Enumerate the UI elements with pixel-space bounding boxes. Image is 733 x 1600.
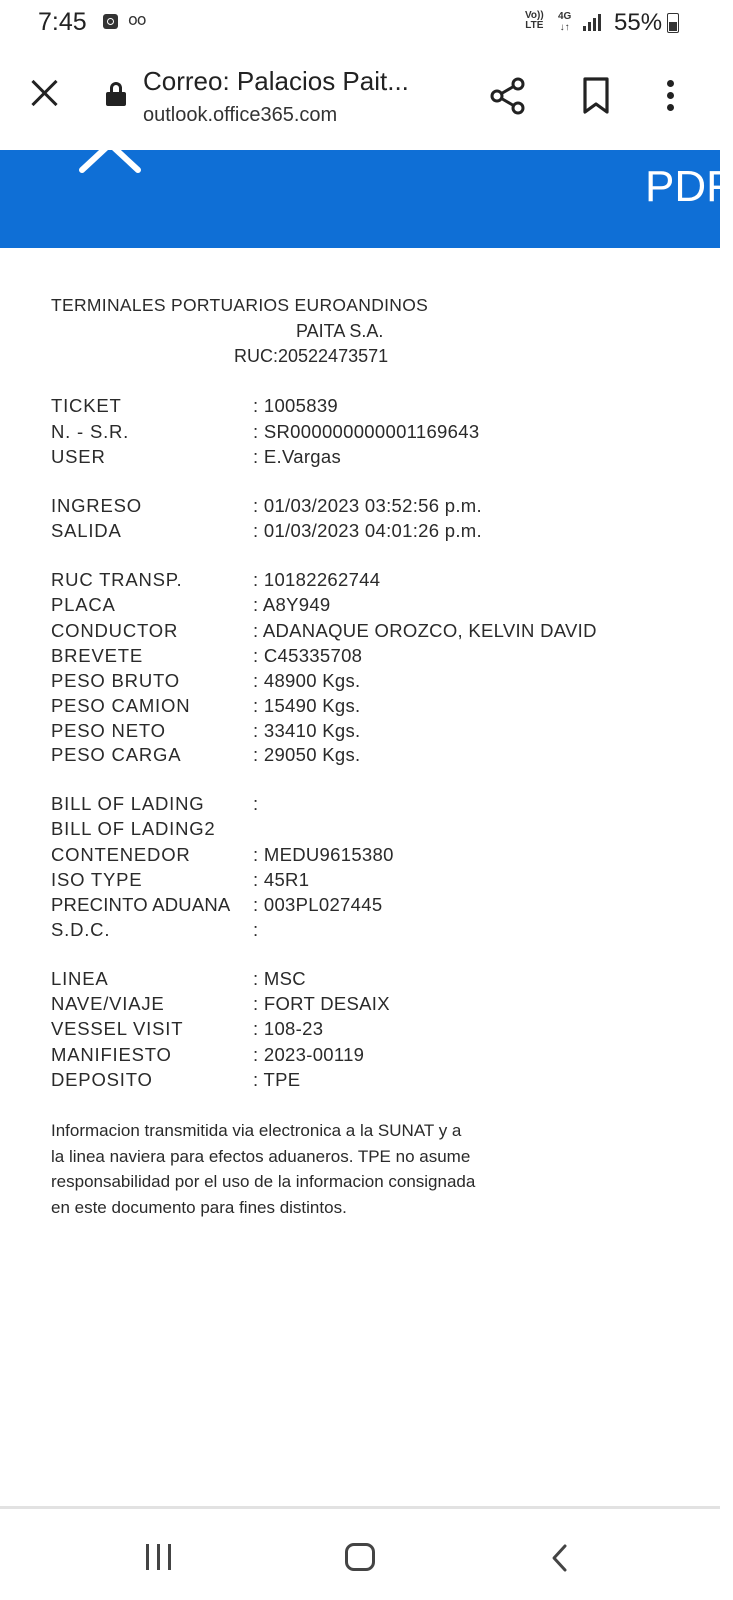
field-label: N. - S.R. [51, 421, 130, 442]
field-label: BREVETE [51, 645, 143, 666]
field-value: : 01/03/2023 03:52:56 p.m. [253, 495, 482, 516]
more-vert-icon[interactable] [662, 76, 678, 116]
disclaimer-line: la linea naviera para efectos aduaneros. TPE no asume [51, 1146, 471, 1166]
field-value: : 01/03/2023 04:01:26 p.m. [253, 520, 482, 541]
field-label: BILL OF LADING2 [51, 818, 216, 839]
close-icon[interactable] [24, 72, 64, 112]
field-value: : 29050 Kgs. [253, 744, 361, 765]
field-label: INGRESO [51, 495, 142, 516]
field-value: : 45R1 [253, 869, 310, 890]
system-navbar [0, 1509, 720, 1600]
field-value: : TPE [253, 1069, 301, 1090]
signal-icon [583, 15, 605, 31]
field-value: : C45335708 [253, 645, 363, 666]
battery-percent: 55% [614, 9, 663, 36]
pdf-label: PDF [645, 162, 733, 211]
field-value: : A8Y949 [253, 594, 331, 615]
field-label: CONTENEDOR [51, 844, 191, 865]
chevron-up-icon[interactable] [78, 128, 142, 176]
company-name-line2: PAITA S.A. [296, 321, 384, 341]
lock-icon[interactable] [106, 92, 126, 106]
field-label: MANIFIESTO [51, 1044, 172, 1065]
network-activity-arrows: ↓↑ [559, 22, 570, 33]
field-label: USER [51, 446, 106, 467]
field-value: : [253, 793, 259, 814]
alarm-icon [103, 14, 118, 29]
field-label: ISO TYPE [51, 869, 143, 890]
field-label: TICKET [51, 395, 122, 416]
field-value: : 2023-00119 [253, 1044, 365, 1065]
page-title[interactable]: Correo: Palacios Pait... [143, 66, 409, 96]
page-url[interactable]: outlook.office365.com [143, 104, 338, 126]
field-value: : 33410 Kgs. [253, 720, 361, 741]
volte-top-label: Vo)) [525, 10, 544, 21]
recent-apps-icon[interactable] [146, 1544, 176, 1570]
field-value: : SR000000000001169643 [253, 421, 480, 442]
field-value: : MSC [253, 968, 306, 989]
disclaimer-line: Informacion transmitida via electronica a la SUNAT y a [51, 1121, 462, 1140]
field-value: : MEDU9615380 [253, 844, 394, 865]
field-value: : E.Vargas [253, 446, 342, 467]
field-value: : [253, 919, 259, 940]
field-label: RUC TRANSP. [51, 569, 183, 590]
company-name: TERMINALES PORTUARIOS EUROANDINOS [51, 295, 429, 315]
network-type-label: 4G [558, 11, 572, 22]
back-icon[interactable] [550, 1543, 570, 1573]
field-label: CONDUCTOR [51, 620, 179, 641]
field-label: PESO CARGA [51, 744, 182, 765]
pdf-viewer-header [0, 150, 733, 248]
home-icon[interactable] [345, 1543, 375, 1571]
status-time: 7:45 [38, 8, 87, 36]
network-type-icon [558, 11, 571, 33]
field-label: PESO NETO [51, 720, 166, 741]
field-value: : 15490 Kgs. [253, 695, 361, 716]
company-ruc: RUC:20522473571 [234, 346, 389, 366]
field-label: PESO CAMION [51, 695, 191, 716]
voicemail-icon: oo [128, 10, 146, 29]
field-value: : ADANAQUE OROZCO, KELVIN DAVID [253, 620, 597, 641]
field-label: PLACA [51, 594, 116, 615]
field-label: PESO BRUTO [51, 670, 180, 691]
field-label: S.D.C. [51, 919, 111, 940]
volte-bottom-label: LTE [525, 20, 544, 31]
field-label: NAVE/VIAJE [51, 993, 165, 1014]
field-value: : FORT DESAIX [253, 993, 390, 1014]
field-value: : 108-23 [253, 1018, 324, 1039]
field-value: : 10182262744 [253, 569, 381, 590]
status-bar [0, 0, 720, 46]
share-icon[interactable] [488, 76, 528, 116]
field-label: BILL OF LADING [51, 793, 205, 814]
field-label: DEPOSITO [51, 1069, 153, 1090]
disclaimer-line: en este documento para fines distintos. [51, 1197, 347, 1217]
volte-icon [525, 11, 544, 31]
field-value: : 48900 Kgs. [253, 670, 361, 691]
disclaimer-line: responsabilidad por el uso de la informacion consignada [51, 1172, 476, 1191]
field-value: : 1005839 [253, 395, 339, 416]
field-value: : 003PL027445 [253, 894, 383, 915]
battery-icon [667, 13, 679, 33]
bookmark-icon[interactable] [580, 76, 612, 116]
field-label: LINEA [51, 968, 109, 989]
field-label: PRECINTO ADUANA [51, 894, 231, 915]
field-label: SALIDA [51, 520, 122, 541]
disclaimer [51, 1118, 571, 1220]
field-label: VESSEL VISIT [51, 1018, 184, 1039]
